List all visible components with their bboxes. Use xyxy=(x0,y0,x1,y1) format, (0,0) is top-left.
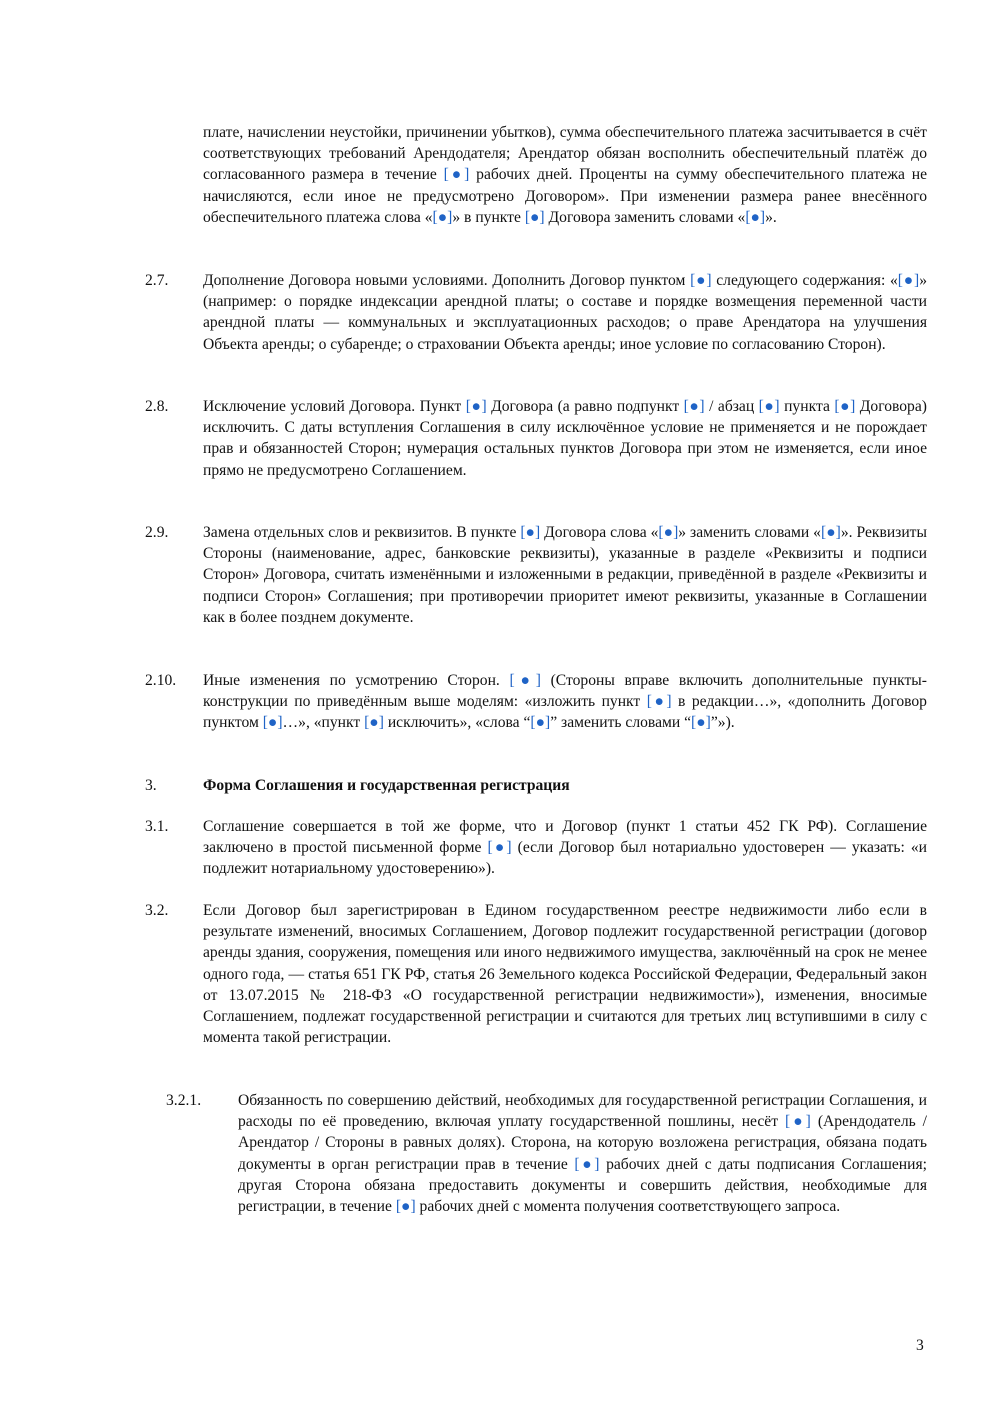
placeholder-marker: [●] xyxy=(487,839,512,857)
placeholder-marker: [●] xyxy=(897,272,920,289)
clause-3-2-1 xyxy=(238,1090,927,1217)
text: ». xyxy=(765,208,777,226)
text: » заменить словами « xyxy=(678,524,821,541)
text: ” заменить словами “ xyxy=(550,714,692,732)
text: Если Договор был зарегистрирован в Едином государственном реестре недвижимости либо если в результате изменений, вносимых Соглашением, Договор подлежит государственной регистрации (договор аренды здания, сооружения, помещения или иного недвижимого имущества, заключённый на срок не менее одного года, — статья 651 ГК РФ, статья 26 Земельного кодекса Российской Федерации, Федеральный закон от 13.07.2015 № 218-ФЗ «О государственной регистрации недвижимости»), изменения, вносимые Соглашением, подлежат государственной регистрации и считаются для третьих лиц вступившими в силу с момента такой регистрации. xyxy=(203,902,927,1047)
placeholder-marker: [●] xyxy=(520,524,541,541)
text: (если Договор был нотариально удостоверен — указать: «и подлежит нотариальному удостоверению»). xyxy=(203,839,927,878)
clause-2-8 xyxy=(203,396,927,481)
clause-number-3-2: 3.2. xyxy=(145,902,169,919)
text: Иные изменения по усмотрению Сторон. xyxy=(203,672,510,689)
placeholder-marker: [●] xyxy=(745,208,766,226)
placeholder-marker: [●] xyxy=(691,714,711,732)
placeholder-marker: [●] xyxy=(574,1155,600,1173)
text: (Стороны вправе включить дополнительные пункты-конструкции по приведённым выше моделям: «изложить пункт xyxy=(203,672,927,711)
clause-2-7 xyxy=(203,270,927,355)
placeholder-marker: [●] xyxy=(364,714,384,732)
text: рабочих дней с даты подписания Соглашения; другая Сторона обязана предоставить документы и совершить действия, необходимые для регистрации, в течение xyxy=(238,1155,927,1216)
text: ”»). xyxy=(710,714,735,732)
placeholder-marker: [●] xyxy=(658,524,679,541)
text: Договора (а равно подпункт xyxy=(486,398,684,415)
clause-number-3-2-1: 3.2.1. xyxy=(166,1092,202,1109)
clause-2-10 xyxy=(203,670,927,734)
text: рабочих дней. Проценты на сумму обеспечительного платежа не начисляются, если иное не предусмотрено Договором». При изменении размера ранее внесённого обеспечительного платежа слова « xyxy=(203,166,927,226)
placeholder-marker: [●] xyxy=(262,714,283,732)
text: » в пункте xyxy=(452,208,525,226)
placeholder-marker: [●] xyxy=(834,398,856,415)
text: Соглашение совершается в той же форме, что и Договор (пункт 1 статьи 452 ГК РФ). Соглашение заключено в простой письменной форме xyxy=(203,818,927,857)
text: Обязанность по совершению действий, необходимых для государственной регистрации Соглашения, и расходы по её проведению, включая уплату государственной пошлины, несёт xyxy=(238,1092,927,1131)
section-title-3: Форма Соглашения и государственная регистрация xyxy=(203,777,570,794)
paragraph-continuation xyxy=(203,122,927,228)
text: » (например: о порядке индексации арендной платы; о составе и порядке возмещения переменной части арендной платы — коммунальных и эксплуатационных расходов; о праве Арендатора на улучшения Объекта аренды; о субаренде; о страховании Объекта аренды; иное условие по согласованию Сторон). xyxy=(203,272,928,353)
placeholder-marker: [●] xyxy=(758,398,780,415)
placeholder-marker: [●] xyxy=(432,208,453,226)
text: (Арендодатель / Арендатор / Стороны в равных долях). Сторона, на которую возложена регистрация, обязана подать документы в орган регистрации прав в течение xyxy=(238,1113,928,1173)
placeholder-marker: [●] xyxy=(509,672,541,689)
clause-3-2 xyxy=(203,900,927,1048)
clause-2-9 xyxy=(203,522,927,628)
text: в редакции…», «дополнить Договор пунктом xyxy=(203,693,927,732)
text: / абзац xyxy=(704,398,759,415)
placeholder-marker: [●] xyxy=(646,693,672,711)
text: исключить», «слова “ xyxy=(383,714,531,732)
text: плате, начислении неустойки, причинении убытков), сумма обеспечительного платежа засчитывается в счёт соответствующих требований Арендодателя; Арендатор обязан восполнить обеспечительный платёж до согласованного размера в течение xyxy=(203,124,927,184)
placeholder-marker: [●] xyxy=(524,208,545,226)
placeholder-marker: [●] xyxy=(465,398,487,415)
clause-number-3-1: 3.1. xyxy=(145,818,169,835)
clause-3-1 xyxy=(203,816,927,880)
placeholder-marker: [●] xyxy=(784,1113,811,1131)
text: Договора слова « xyxy=(540,524,659,541)
placeholder-marker: [●] xyxy=(820,524,841,541)
text: следующего содержания: « xyxy=(711,272,898,289)
clause-number-2-8: 2.8. xyxy=(145,398,169,415)
placeholder-marker: [●] xyxy=(395,1198,416,1216)
text: Замена отдельных слов и реквизитов. В пункте xyxy=(203,524,521,541)
text: ». Реквизиты Стороны (наименование, адрес, банковские реквизиты), указанные в разделе «Реквизиты и подписи Сторон» Договора, считать изменёнными и изложенными в редакции, приведённой в разделе «Реквизиты и подписи Сторон» Соглашения; при противоречии приоритет имеют реквизиты, указанные в Соглашении как в более позднем документе. xyxy=(203,524,927,626)
placeholder-marker: [●] xyxy=(690,272,712,289)
clause-number-2-10: 2.10. xyxy=(145,672,177,689)
text: Исключение условий Договора. Пункт xyxy=(203,398,466,415)
page-number: 3 xyxy=(916,1337,924,1354)
clause-number-2-9: 2.9. xyxy=(145,524,169,541)
placeholder-marker: [●] xyxy=(683,398,705,415)
placeholder-marker: [●] xyxy=(443,166,470,184)
text: Дополнение Договора новыми условиями. Дополнить Договор пунктом xyxy=(203,272,691,289)
text: …», «пункт xyxy=(282,714,365,732)
placeholder-marker: [●] xyxy=(530,714,551,732)
section-number-3: 3. xyxy=(145,777,157,794)
text: Договора) исключить. С даты вступления Соглашения в силу исключённое условие не применяется и не порождает прав и обязанностей Сторон; нумерация остальных пунктов Договора при этом не изменяется, если иное прямо не предусмотрено Соглашением. xyxy=(203,398,927,479)
text: Договора заменить словами « xyxy=(544,208,746,226)
text: рабочих дней с момента получения соответствующего запроса. xyxy=(415,1198,841,1216)
text: пункта xyxy=(779,398,835,415)
clause-number-2-7: 2.7. xyxy=(145,272,169,289)
